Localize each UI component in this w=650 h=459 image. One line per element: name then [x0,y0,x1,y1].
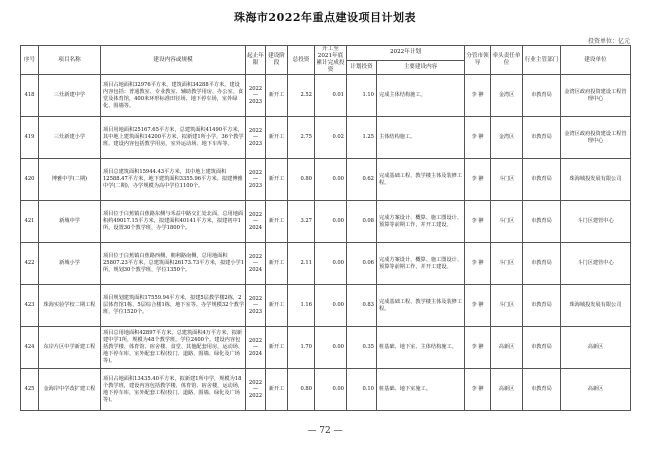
start-year: 2022 [248,253,263,260]
lead-unit-cell: 高新区 [491,369,523,411]
cumulative-cell: 0.00 [315,327,347,369]
name-cell: 三灶新建小学 [39,117,101,159]
end-year: 2023 [248,182,263,189]
plan-content-cell: 桩基础、地下室施工。 [377,369,465,411]
seq-cell: 423 [21,285,39,327]
header-leader: 分管市领导 [465,46,491,75]
name-cell: 新城中学 [39,201,101,243]
cumulative-cell: 0.02 [315,117,347,159]
header-plan-content: 主要建设内容 [377,60,465,75]
dept-cell: 市教育局 [523,285,561,327]
plan-invest-cell: 0.06 [347,243,377,285]
name-cell: 博雅中学(二期) [39,159,101,201]
end-year: 2023 [248,140,263,147]
header-desc: 建设内容或规模 [101,46,246,75]
year-separator: — [252,344,259,351]
cumulative-cell: 0.01 [315,75,347,117]
desc-cell: 项目用地面积25167.65平方米，总建筑面积41490平方米，其中地上建筑面积14200平方米，拟新建1所小学，36个教学班。建设内容包括教学用房，室外运动场、地下车库等。 [101,117,246,159]
total-cell: 2.75 [288,117,315,159]
name-cell: 东岸片区中学新建工程 [39,327,101,369]
seq-cell: 425 [21,369,39,411]
year-separator: — [252,260,259,267]
desc-cell: 项目占地面积13435.40平方米，拟新建1所中学，规模为18个教学班，建设内容包括教学楼、体育馆、宿舍楼，运动场，地下停车库，室外配套工程(校门、道路、围墙、绿化及广场等)。 [101,369,246,411]
table-row [21,117,631,159]
start-year: 2022 [248,211,263,218]
seq-cell: 422 [21,243,39,285]
header-total: 总投资 [288,46,315,75]
desc-cell: 项目规划建筑面积17559.94平方米，拟建5层教学楼2栋，2层体育馆1栋，5层综合楼1栋，地下室等。办学规模32个教学班，学位1520个。 [101,285,246,327]
plan-content-cell: 完成主体结构施工。 [377,75,465,117]
cumulative-cell: 0.00 [315,243,347,285]
leader-cell: 李 翀 [465,159,491,201]
plan-content-cell: 桩基础、地下室、主体结构施工。 [377,327,465,369]
lead-unit-cell: 金湾区 [491,117,523,159]
header-plan-invest: 计划投资 [347,60,377,75]
lead-unit-cell: 金湾区 [491,75,523,117]
dept-cell: 市教育局 [523,159,561,201]
cumulative-cell: 0.00 [315,201,347,243]
header-plan-group: 2022年计划 [347,46,465,61]
seq-cell: 419 [21,117,39,159]
year-separator: — [252,386,259,393]
stage-cell: 新开工 [266,201,288,243]
table-row [21,75,631,117]
plan-content-cell: 完成方案设计、概算、施工图设计、预算等前期工作，并开工建设。 [377,243,465,285]
header-stage: 建设阶段 [266,46,288,75]
desc-cell: 项目占地面积32976平方米，建筑面积34288平方米。建设内容包括：普通教室、专业教室、辅助教学用房、办公室、食堂及体育馆，400米环形标准田径场、地下停车场，室外绿化、围墙等。 [101,75,246,117]
desc-cell: 项目位于白蕉镇白蕉路东侧与禾益中路交汇处北面，总用地面积约49017.15平方米，拟建面积40141平方米，拟建初中1所，设置30个教学班，办学1800个。 [101,201,246,243]
table-row [21,243,631,285]
dept-cell: 市教育局 [523,243,561,285]
lead-unit-cell: 斗门区 [491,285,523,327]
years-cell [246,243,266,285]
seq-cell: 418 [21,75,39,117]
start-year: 2022 [248,379,263,386]
header-builder: 建设单位 [561,46,631,75]
cumulative-cell: 0.00 [315,159,347,201]
plan-invest-cell: 0.08 [347,201,377,243]
plan-invest-cell: 0.83 [347,285,377,327]
leader-cell: 李 翀 [465,117,491,159]
builder-cell: 斗门区建管中心 [561,243,631,285]
leader-cell: 李 翀 [465,327,491,369]
leader-cell: 李 翀 [465,285,491,327]
plan-invest-cell: 0.62 [347,159,377,201]
lead-unit-cell: 斗门区 [491,159,523,201]
total-cell: 2.52 [288,75,315,117]
header-name: 项目名称 [39,46,101,75]
table-row [21,327,631,369]
years-cell [246,201,266,243]
plan-invest-cell: 1.25 [347,117,377,159]
stage-cell: 新开工 [266,327,288,369]
stage-cell: 新开工 [266,285,288,327]
plan-content-cell: 完成基础工程、教学楼主体及装修工程。 [377,285,465,327]
end-year: 2023 [248,308,263,315]
dept-cell: 市教育局 [523,117,561,159]
year-separator: — [252,92,259,99]
project-table [20,45,631,411]
start-year: 2022 [248,337,263,344]
year-separator: — [252,302,259,309]
seq-cell: 420 [21,159,39,201]
end-year: 2024 [248,266,263,273]
name-cell: 金海岸中学改扩建工程 [39,369,101,411]
years-cell [246,327,266,369]
plan-content-cell: 完成基础工程、教学楼主体及装修工程。 [377,159,465,201]
table-row [21,201,631,243]
stage-cell: 新开工 [266,159,288,201]
total-cell: 3.27 [288,201,315,243]
builder-cell: 斗门区建管中心 [561,201,631,243]
plan-invest-cell: 1.10 [347,75,377,117]
page-title: 珠海市2022年重点建设项目计划表 [233,11,417,24]
plan-content-cell: 完成方案设计、概算、施工图设计、预算等前期工作，并开工建设。 [377,201,465,243]
name-cell: 三灶新建中学 [39,75,101,117]
years-cell [246,285,266,327]
table-row [21,159,631,201]
total-cell: 0.80 [288,159,315,201]
plan-content-cell: 主体结构施工。 [377,117,465,159]
start-year: 2022 [248,169,263,176]
builder-cell: 金湾区政府投资建设工程管理中心 [561,117,631,159]
cumulative-cell: 0.00 [315,369,347,411]
header-dept: 行业主管部门 [523,46,561,75]
builder-cell: 珠海城投发展有限公司 [561,159,631,201]
header-cumulative: 开工至2021年底累计完成投资 [315,46,347,75]
desc-cell: 项目总用地面积42897平方米，总建筑面积4万平方米，拟新建中学1所，规模为48个教学班，学位2400个。建设内容包括教学楼、体育馆、宿舍楼、食堂、其他配套用房，运动场、地下停车库、室外配套工程(校门、道路、围墙、绿化及广场等)。 [101,327,246,369]
seq-cell: 421 [21,201,39,243]
years-cell [246,75,266,117]
stage-cell: 新开工 [266,369,288,411]
total-cell: 2.11 [288,243,315,285]
stage-cell: 新开工 [266,75,288,117]
header-seq: 序号 [21,46,39,75]
dept-cell: 市教育局 [523,75,561,117]
year-separator: — [252,134,259,141]
seq-cell: 424 [21,327,39,369]
years-cell [246,117,266,159]
start-year: 2022 [248,295,263,302]
builder-cell: 珠海城投发展有限公司 [561,285,631,327]
name-cell: 珠海实验学校二期工程 [39,285,101,327]
table-row [21,369,631,411]
end-year: 2024 [248,224,263,231]
end-year: 2023 [248,98,263,105]
desc-cell: 项目位于白蕉镇白蕉路西侧、朝利路南侧，总用地面积25807.23平方米，总建筑面积26173.73平方米，拟建小学1所，规划30个教学班，学位1350个。 [101,243,246,285]
leader-cell: 李 翀 [465,201,491,243]
lead-unit-cell: 斗门区 [491,243,523,285]
stage-cell: 新开工 [266,243,288,285]
dept-cell: 市教育局 [523,201,561,243]
page-number: — 72 — [307,426,343,436]
unit-label: 投资单位：亿元 [587,38,630,45]
plan-invest-cell: 0.10 [347,369,377,411]
builder-cell: 金湾区政府投资建设工程管理中心 [561,75,631,117]
year-separator: — [252,176,259,183]
total-cell: 0.80 [288,369,315,411]
cumulative-cell: 0.00 [315,285,347,327]
dept-cell: 市教育局 [523,327,561,369]
lead-unit-cell: 高新区 [491,327,523,369]
start-year: 2022 [248,127,263,134]
start-year: 2022 [248,85,263,92]
years-cell [246,159,266,201]
total-cell: 1.70 [288,327,315,369]
leader-cell: 李 翀 [465,369,491,411]
end-year: 2022 [248,392,263,399]
builder-cell: 高新区 [561,327,631,369]
plan-invest-cell: 0.35 [347,327,377,369]
year-separator: — [252,218,259,225]
years-cell [246,369,266,411]
stage-cell: 新开工 [266,117,288,159]
builder-cell: 高新区 [561,369,631,411]
dept-cell: 市教育局 [523,369,561,411]
lead-unit-cell: 斗门区 [491,201,523,243]
header-years: 起止年限 [246,46,266,75]
table-row [21,285,631,327]
name-cell: 新城小学 [39,243,101,285]
end-year: 2024 [248,350,263,357]
leader-cell: 李 翀 [465,243,491,285]
desc-cell: 项目总建筑面积15944.43平方米，其中地上建筑面积12588.47平方米，地下建筑面积3355.96平方米。拟建博雅中学(二期)，办学规模为高中学位1100个。 [101,159,246,201]
leader-cell: 李 翀 [465,75,491,117]
header-lead-unit: 牵头责任单位 [491,46,523,75]
total-cell: 1.16 [288,285,315,327]
